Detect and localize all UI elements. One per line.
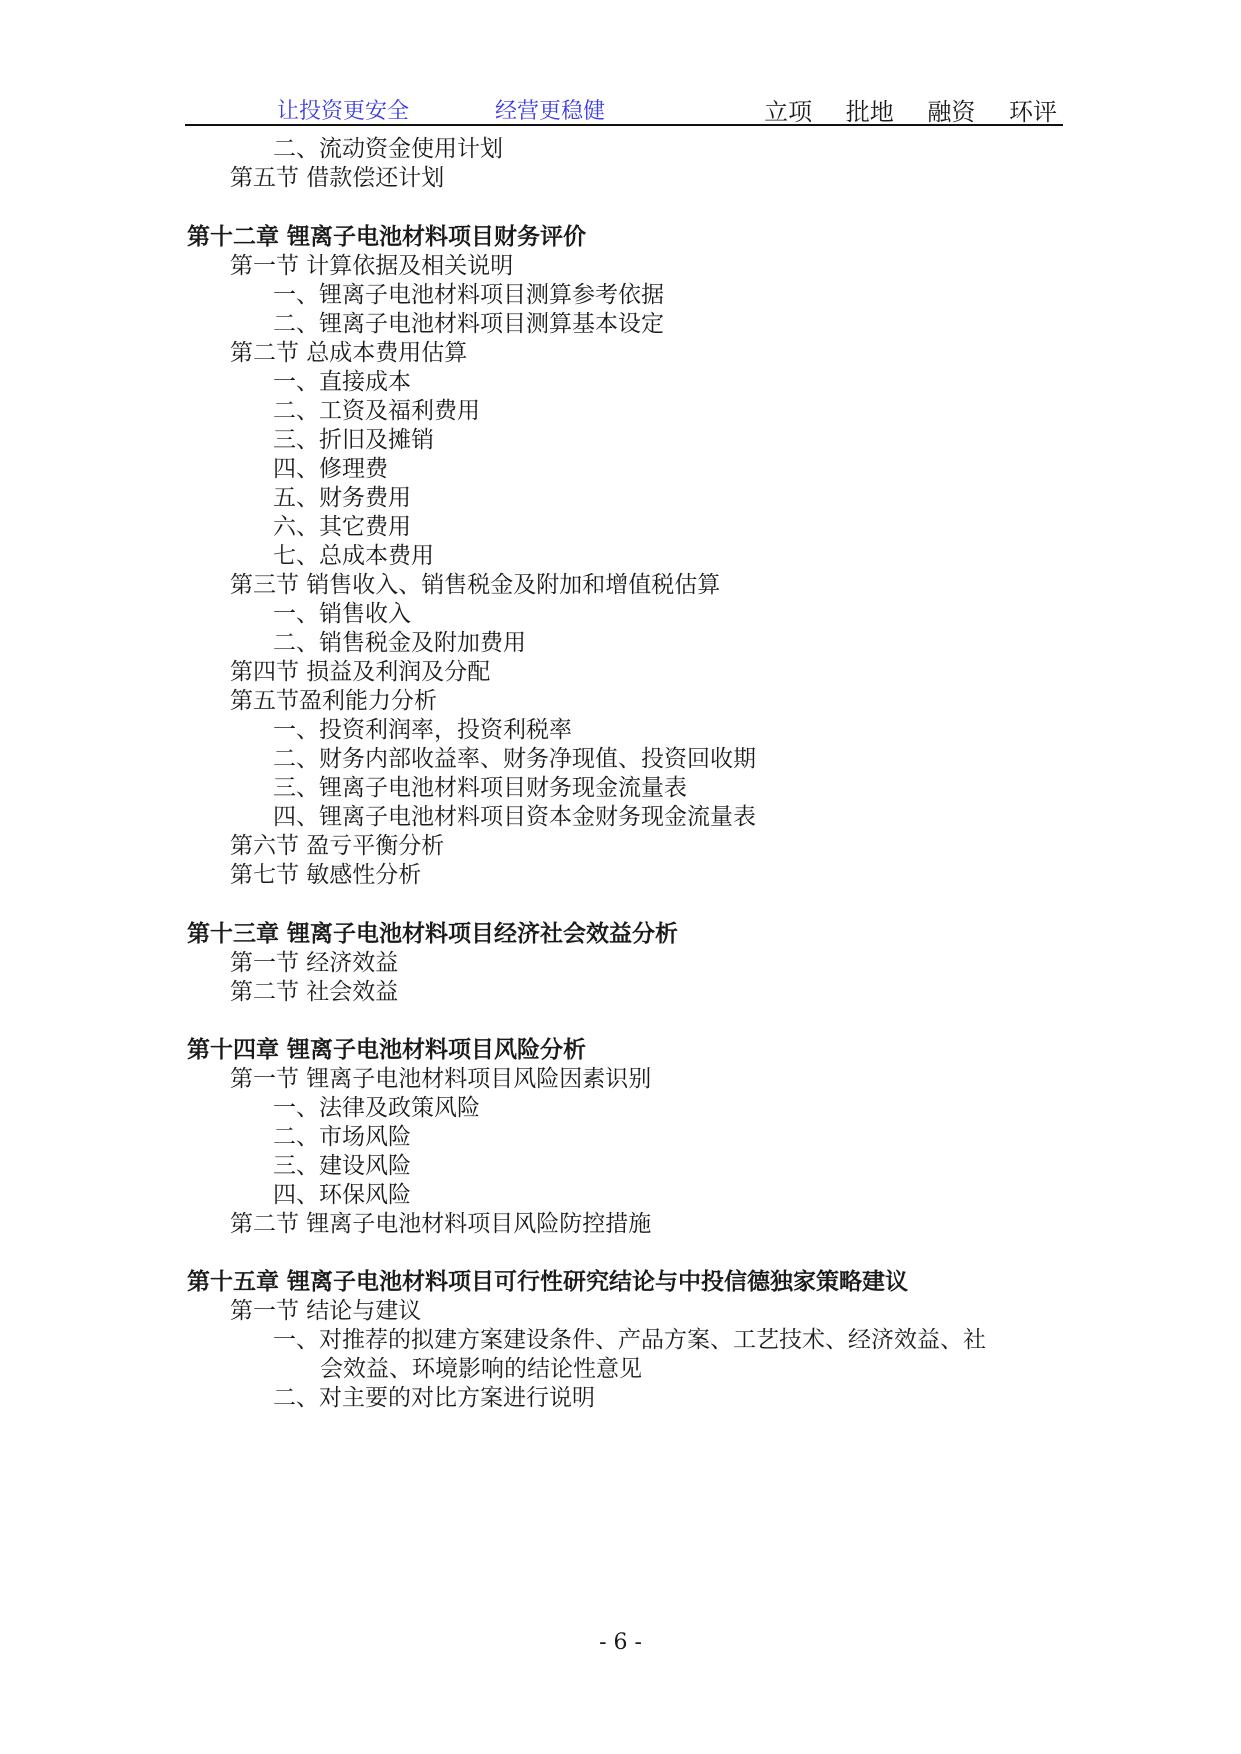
toc-subsection: 七、总成本费用 [273, 543, 434, 569]
toc-section: 第五节 借款偿还计划 [230, 165, 445, 191]
toc-section: 第六节 盈亏平衡分析 [230, 833, 445, 859]
toc-subsection: 二、对主要的对比方案进行说明 [273, 1385, 595, 1411]
toc-subsection: 四、修理费 [273, 456, 388, 482]
toc-subsection: 五、财务费用 [273, 485, 411, 511]
page-header [185, 84, 1063, 126]
toc-section: 第四节 损益及利润及分配 [230, 659, 491, 685]
toc-chapter: 第十二章 锂离子电池材料项目财务评价 [187, 223, 587, 250]
toc-subsection: 四、环保风险 [273, 1182, 411, 1208]
service-financing: 融资 [927, 98, 976, 126]
toc-section: 第二节 总成本费用估算 [230, 340, 468, 366]
header-slogan-safe: 让投资更安全 [277, 99, 410, 124]
toc-subsection: 一、对推荐的拟建方案建设条件、产品方案、工艺技术、经济效益、社 [273, 1327, 986, 1353]
toc-subsection: 一、锂离子电池材料项目测算参考依据 [273, 282, 664, 308]
toc-subsection: 会效益、环境影响的结论性意见 [320, 1356, 642, 1382]
toc-section: 第一节 计算依据及相关说明 [230, 253, 514, 279]
toc-subsection: 二、工资及福利费用 [273, 398, 480, 424]
header-slogan-stable: 经营更稳健 [495, 99, 606, 124]
header-services [738, 92, 1057, 127]
toc-subsection: 一、销售收入 [273, 601, 411, 627]
toc-subsection: 一、投资利润率，投资利税率 [273, 717, 572, 743]
toc-section: 第三节 销售收入、销售税金及附加和增值税估算 [230, 572, 721, 598]
toc-subsection: 三、锂离子电池材料项目财务现金流量表 [273, 775, 687, 801]
service-eia: 环评 [1009, 98, 1057, 126]
toc-subsection: 三、建设风险 [273, 1153, 411, 1179]
page-number: - 6 - [599, 1630, 642, 1655]
toc-section: 第七节 敏感性分析 [230, 862, 422, 888]
toc-section: 第二节 锂离子电池材料项目风险防控措施 [230, 1211, 652, 1237]
toc-section: 第五节盈利能力分析 [230, 688, 437, 714]
toc-subsection: 六、其它费用 [273, 514, 411, 540]
toc-subsection: 三、折旧及摊销 [273, 427, 434, 453]
toc-chapter: 第十五章 锂离子电池材料项目可行性研究结论与中投信德独家策略建议 [187, 1268, 909, 1295]
toc-subsection: 一、法律及政策风险 [273, 1095, 480, 1121]
toc-section: 第一节 锂离子电池材料项目风险因素识别 [230, 1066, 652, 1092]
toc-subsection: 二、销售税金及附加费用 [273, 630, 526, 656]
toc-subsection: 一、直接成本 [273, 369, 411, 395]
toc-subsection: 四、锂离子电池材料项目资本金财务现金流量表 [273, 804, 756, 830]
toc-section: 第二节 社会效益 [230, 979, 399, 1005]
toc-section: 第一节 经济效益 [230, 950, 399, 976]
toc-subsection: 二、流动资金使用计划 [273, 136, 503, 162]
toc-chapter: 第十四章 锂离子电池材料项目风险分析 [187, 1036, 587, 1063]
toc-subsection: 二、锂离子电池材料项目测算基本设定 [273, 311, 664, 337]
service-approval: 立项 [764, 98, 813, 126]
toc-section: 第一节 结论与建议 [230, 1298, 422, 1324]
toc-subsection: 二、财务内部收益率、财务净现值、投资回收期 [273, 746, 756, 772]
toc-subsection: 二、市场风险 [273, 1124, 411, 1150]
toc-chapter: 第十三章 锂离子电池材料项目经济社会效益分析 [187, 920, 679, 947]
service-land: 批地 [845, 98, 894, 126]
